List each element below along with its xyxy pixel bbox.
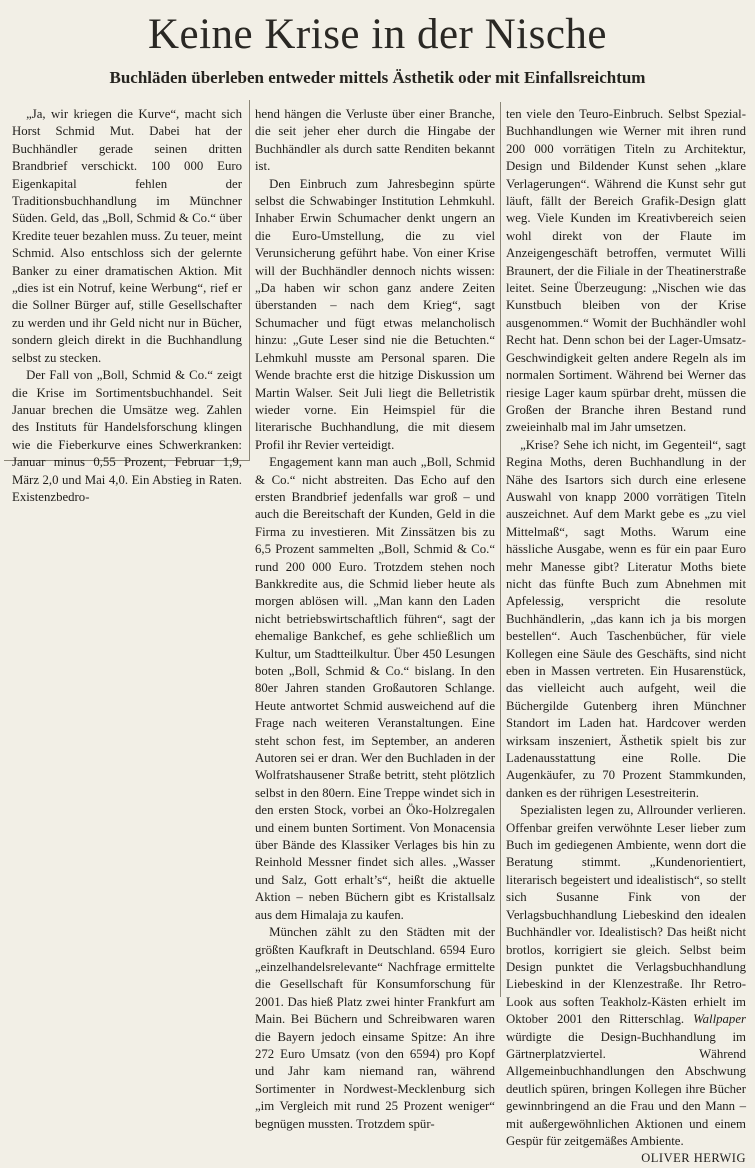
paragraph: Engagement kann man auch „Boll, Schmid & Co.“ nicht abstreiten. Das Echo auf den ersten Brandbrief jedenfalls war groß – und auch die Bereitschaft der Kunden, Geld in die Firma zu investieren. Mit Zinssätzen bis zu 6,5 Prozent sammelten „Boll, Schmid & Co.“ rund 200 000 Euro. Trotzdem stehen noch Bankkredite aus, die Schmid lieber heute als morgen ablösen will. „Man kann den Laden nicht betriebswirtschaftlich führen“, sagt der ehemalige Bankchef, es gehe schließlich um Kultur, um Stadtteilkultur. Über 450 Lesungen boten „Boll, Schmid & Co.“ bislang. In den 80er Jahren standen Großautoren Schlange. Heute antwortet Schmid ausweichend auf die Frage nach weiteren Veranstaltungen. Eine steht schon fest, im September, an anderen Autoren sei er dran. Wer den Buchladen in der Wolfratshausener Straße betritt, steht plötzlich selbst in den 80ern. Eine Treppe windet sich in den ersten Stock, vorbei an Öko-Holzregalen und einem bunten Sortiment. Von Monacensia über Bände des Klassiker Verlages bis hin zu Reinhold Messner findet sich alles. „Wasser und Salz, Gott erhalt’s“, heißt die aktuelle Aktion – neben Büchern gibt es Kristallsalz aus dem Himalaja zu kaufen. (255, 455, 495, 922)
paragraph: „Krise? Sehe ich nicht, im Gegenteil“, sagt Regina Moths, deren Buchhandlung in der Nähe des Isartors sich durch eine erlesene Auswahl von knapp 2000 vorrätigen Titeln auszeichnet. Auf dem Markt gebe es „zu viel Mittelmaß“, sagt Moths. Warum eine hässliche Ausgabe, wenn es für ein paar Euro mehr Manesse gibt? Literatur Moths biete nicht das fünfte Buch zum Abnehmen mit Apfelessig, verspricht die resolute Buchhändlerin, „das kann ich ja bis morgen bestellen“. Auch Taschenbücher, für viele Kollegen eine Säule des Geschäfts, sind nicht eben in Massen vertreten. Ein Husarenstück, das vielleicht auch aufgeht, weil die Büchergilde Gutenberg ihren Münchner Standort im Laden hat. Hardcover werden wirksam inszeniert, Ästhetik spielt bis zur Ladenausstattung eine Rolle. Die Augenkäufer, zu 70 Prozent Stammkunden, danken es der rührigen Lesestreiterin. (506, 437, 746, 800)
headline: Keine Krise in der Nische (147, 11, 608, 58)
column-divider (500, 102, 501, 997)
paragraph-last-text: Spezialisten legen zu, Allrounder verlieren. Offenbar greifen verwöhnte Leser lieber zum Buch im gediegenen Ambiente, wenn dort die Beratung stimmt. „Kundenorientiert, literarisch begeistert und idealistisch“, so stellt sich Susanne Fink von der Verlagsbuchhandlung Liebeskind den idealen Buchhändler vor. Idealistisch? Das heißt nicht brotlos, korrigiert sie gleich. Selbst beim Design punktet die Verlagsbuchhandlung Liebeskind in der Klenzestraße. Ihr Retro-Look aus soften Teakholz-Kästen erhielt im Oktober 2001 den Ritterschlag. (506, 803, 746, 1027)
column-2 (255, 106, 495, 1133)
paragraph: ten viele den Teuro-Einbruch. Selbst Spezial-Buchhandlungen wie Werner mit ihren rund 200 000 vorrätigen Titeln zu Architektur, Design und Bildender Kunst sehen „klare Verlagerungen“. Während die Kunst sehr gut läuft, fällt der Bereich Grafik-Design glatt weg. Viele Kunden im Kreativbereich seien wohl direkt von der Flaute im Anzeigengeschäft betroffen, vermutet Willi Braunert, der die Filiale in der Theatinerstraße leitet. Seine Überzeugung: „Nischen wie das Kunstbuch bleiben von der Krise ausgenommen.“ Womit der Buchhändler wohl Recht hat. Denn schon bei der Lager-Umsatz-Geschwindigkeit gelten andere Regeln als im normalen Sortiment. Während bei Werner das riesige Lager kaum spürbar dreht, müssen die Großen der Branche ihren Bestand rund zweieinhalb mal im Jahr umsetzen. (506, 107, 746, 435)
paragraph: hend hängen die Verluste über einer Branche, die seit jeher eher durch die Hingabe der Buchhändler als durch satte Renditen bekannt ist. (255, 107, 495, 174)
paragraph: Der Fall von „Boll, Schmid & Co.“ zeigt die Krise im Sortimentsbuchhandel. Seit Januar brechen die Umsätze weg. Zahlen des Instituts für Handelsforschung klingen wie die Fieberkurve eines Schwerkranken: Januar minus 0,55 Prozent, Februar 1,9, März 2,0 und Mai 4,0. Ein Abstieg in Raten. Existenzbedro- (12, 368, 242, 504)
subheadline: Buchläden überleben entweder mittels Ästhetik oder mit Einfallsreichtum (109, 68, 646, 87)
paragraph: Den Einbruch zum Jahresbeginn spürte selbst die Schwabinger Institution Lehmkuhl. Inhaber Erwin Schumacher denkt ungern an die Euro-Umstellung, die zu viel Verunsicherung geführt habe. Von einer Krise will der Buchhändler dennoch nichts wissen: „Da haben wir schon ganz andere Zeiten überstanden – nach dem Krieg“, sagt Schumacher und fügt etwas melancholisch hinzu: „Gute Leser sind nie die Betuchten.“ Lehmkuhl musste am Personal sparen. Die Wende brachte erst die hitzige Diskussion um Martin Walser. Seit Juli liegt die Belletristik wieder vorne. Ein Heimspiel für die literarische Buchhandlung, die mit diesem Profil ihr Revier verteidigt. (255, 176, 495, 452)
byline: OLIVER HERWIG (641, 1151, 746, 1166)
paragraph: „Ja, wir kriegen die Kurve“, macht sich Horst Schmid Mut. Dabei hat der Buchhändler gerade seinen dritten Brandbrief verschickt. 100 000 Euro Eigenkapital fehlen der Traditionsbuchhandlung im Münchner Süden. Geld, das „Boll, Schmid & Co.“ über Kredite teuer bezahlen muss. Zu teuer, meint Schmid. Also entschloss sich der gelernte Banker zu einer dramatischen Aktion. Mit „dies ist ein Notruf, keine Werbung“, rief er die Sollner Bürger auf, stille Gesellschafter zu werden und ihr Geld nicht nur in Bücher, sondern gleich direkt in die Buchhandlung selbst zu stecken. (12, 107, 242, 365)
paragraph-last (506, 802, 746, 1166)
paragraph: München zählt zu den Städten mit der größten Kaufkraft in Deutschland. 6594 Euro „einzelhandelsrelevante“ Nachfrage ermittelte die Gesellschaft für Konsumforschung für 2001. Das hieß Platz zwei hinter Frankfurt am Main. Bei Büchern und Schreibwaren waren die Bayern jedoch einsame Spitze: An ihre 272 Euro Umsatz (von den 6594) pro Kopf und Jahr kam niemand ran, während Sortimenter in Nordwest-Mecklenburg sich „im Vergleich mit rund 25 Prozent weniger“ begnügen mussten. Trotzdem spür- (255, 925, 495, 1131)
column-1 (12, 106, 242, 506)
magazine-name: Wallpaper (693, 1012, 746, 1027)
paragraph-last-rest: würdigte die Design-Buchhandlung im Gärtnerplatzviertel. Während Allgemeinbuchhandlungen den Abschwung deutlich spüren, bringen Kollegen ihre Bücher gewinnbringend an die Frau und den Mann – mit außergewöhnlichen Aktionen und einem Gespür für zeitgemäßes Ambiente. (506, 1029, 746, 1148)
